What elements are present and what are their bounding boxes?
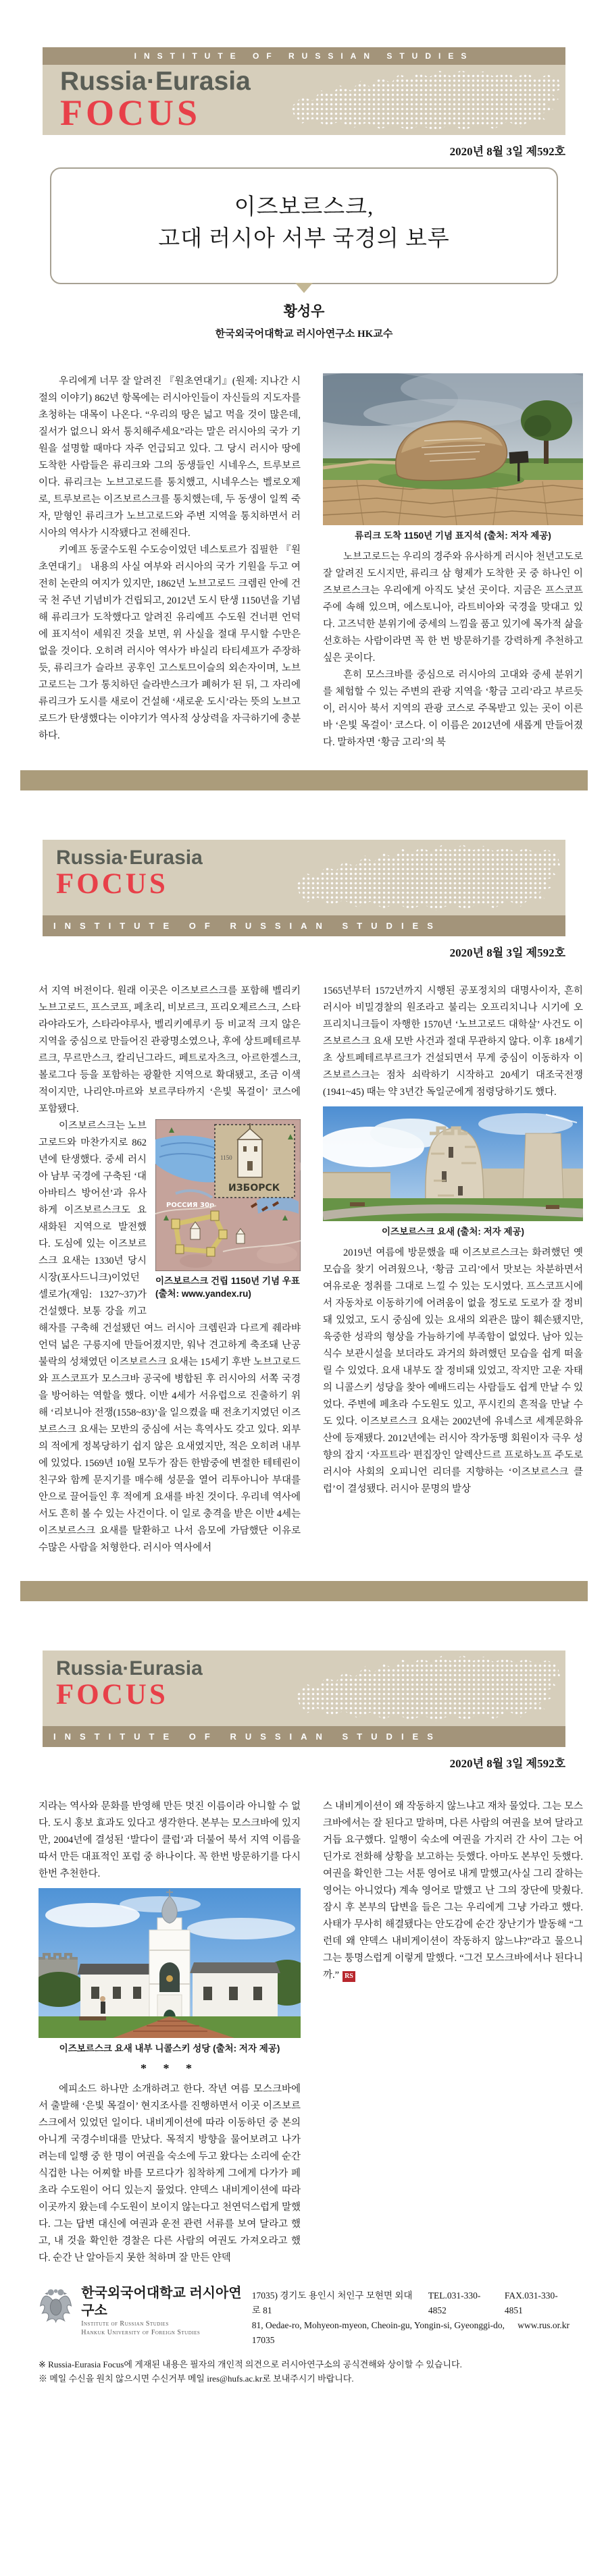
institute-name-bar: INSTITUTE OF RUSSIAN STUDIES	[43, 1726, 565, 1747]
nikolsky-church-photo	[39, 1888, 301, 2038]
page3-right-column	[323, 1798, 583, 2267]
institute-emblem-icon	[39, 2284, 73, 2326]
izborsk-fortress-photo	[323, 1106, 583, 1221]
paragraph-text: 스 내비게이션이 왜 작동하지 않느냐고 재차 물었다. 그는 모스크바에서는 잘 된다고 말하며, 다른 사람의 여권을 보여 달라고 거듭 요구했다. 일행이 숙소에 여권을 가지러 간 사이 그는 어딘가로 전화해 상황을 보고하는 듯했다. 아마도 본부인 듯했다. 여권을 확인한 그는 서툰 영어로 내게 말했고(사실 그리 잘하는 영어는 아니었다) 계속 영어로 말했고 난 그의 장단에 맞췄다. 잠시 후 본부의 답변을 들은 그는 우리에게 그냥 가라고 했다. 사태가 무사히 해결됐다는 안도감에 순간 장난기가 발동해 “그런데 왜 얀덱스 내비게이션이 작동하지 않느냐?”라고 물으니 그는 퉁명스럽게 이렇게 말했다. “그건 모스크바에서나 된다니까.”	[323, 1801, 583, 1981]
footer-institute-names	[81, 2284, 252, 2337]
footer-institute-en1: Institute of Russian Studies	[81, 2320, 169, 2328]
paragraph: 지라는 역사와 문화를 반영해 만든 멋진 이름이라 아니할 수 없다. 도시 홍보 효과도 있다고 생각한다. 본부는 모스크바에 있지만, 2004년에 결성된 ‘발다이 클럽’과 더불어 북서 지역 이름을 따서 만든 대표적인 포럼 중 하나이다. 꼭 한번 방문하기를 다시 한번 추천한다.	[39, 1801, 301, 1879]
article-end-mark: RS	[343, 1971, 355, 1982]
article-title-line2: 고대 러시아 서부 국경의 보루	[158, 227, 450, 251]
masthead-banner	[43, 65, 565, 135]
logo-focus: FOCUS	[56, 1679, 168, 1711]
page3-left-column	[39, 1798, 301, 2267]
footnote-disclaimer: ※ Russia-Eurasia Focus에 게재된 내용은 필자의 개인적 의견으로 러시아연구소의 공식견해와 상이할 수 있습니다.	[39, 2359, 462, 2369]
issue-date: 2020년 8월 3일 제592호	[449, 145, 565, 158]
page2-body	[39, 983, 583, 1557]
paragraph: 노브고로드는 우리의 경주와 유사하게 러시아 천년고도로 잘 알려진 도시지만, 류리크 삼 형제가 도착한 곳 중 하나인 이즈보르스크는 우리에게 아직도 낯선 곳이다. 지금은 프스코프주에 속해 있으며, 에스토니아, 라트비아와 국경을 맞대고 있다. 고즈넉한 분위기에 중세의 느낌을 품고 있기에 목가적 삶을 선호하는 사람이라면 꼭 한 번 방문하기를 강력하게 추천하고 싶은 곳이다.	[323, 552, 583, 664]
logo-russia-eurasia: Russia·Eurasia	[60, 67, 251, 96]
footer-website: www.rus.or.kr	[517, 2320, 569, 2330]
footer-institute-kr: 한국외국어대학교 러시아연구소	[81, 2286, 242, 2318]
page2-bottom-bar	[20, 1581, 588, 1601]
footnote-unsubscribe: ※ 메일 수신을 원치 않으시면 수신거부 메일 ires@hufs.ac.kr로 보내주시기 바랍니다.	[39, 2373, 354, 2384]
logo-focus: FOCUS	[60, 92, 201, 133]
paragraph: 키예프 동굴수도원 수도승이었던 네스토르가 집필한 『원초연대기』 내용의 사실 여부와 러시아의 국가 기원을 두고 여전히 논란의 여지가 있지만, 1862년 노브고로드 크렘린 안에 건국 천 주년 기념비가 건립되고, 2012년 도시 탄생 1150년을 기념해 류리크가 도착했다고 알려진 유리예프 수도원 건너편 언덕에 표지석이 세워진 것을 보면, 위 사실을 절대 무시할 수만은 없을 것이다. 오히려 러시아 역사가 바실리 타티셰프가 주장하듯, 류리크가 슬라브 공후인 고스토므이슬의 외손자이며, 노브고로드는 그가 통치하던 슬라뱐스크가 폐허가 된 뒤, 그 자리에 류리크가 도시를 새로이 건설해 ‘새로운 도시’라는 뜻의 노브고로드가 탄생했다는 이야기가 역사적 상상력을 자극하기에 충분하다.	[39, 545, 301, 741]
footer-address	[252, 2284, 569, 2348]
stamp-title-label: ИЗБОРСК	[228, 1183, 280, 1193]
paragraph: 2019년 여름에 방문했을 때 이즈보르스크는 화려했던 옛 모습을 찾기 어려웠으나, ‘황금 고리’에서 맛보는 차분하면서 여유로운 정취를 그대로 느낄 수 있는 도시였다. 프스코프시에서 자동차로 이동하기에 어려움이 없을 정도로 도로가 잘 정비돼 있었고, 도시 중심에 있는 요새의 외관은 많이 훼손됐지만, 육중한 성곽의 형상을 가늠하기에 부족함이 없었다. 남아 있는 식수 보관시설을 보더라도 과거의 화려했던 모습을 쉽게 떠올릴 수 있었다. 요새 내부도 잘 정비돼 있었고, 작지만 고운 자태의 니콜스키 성당을 찾아 예배드리는 사람들도 쉽게 만날 수 있었다. 주변에 페초라 수도원도 있고, 푸시킨의 흔적을 만날 수도 있다. 이즈보르스크 요새는 2002년에 유네스코 세계문화유산에 등재됐다. 2012년에는 러시아 작가동맹 회원이자 극우 성향의 잡지 ‘자프트라’ 편집장인 알렉산드르 프로하노프 주도로 러시아 사회의 오피니언 리더를 지향하는 ‘이즈보르스크 클럽’이 결성됐다. 러시아 문명의 발상	[323, 1247, 583, 1495]
stamp-year-label: 1150	[220, 1154, 232, 1161]
logo-focus: FOCUS	[56, 868, 168, 900]
author-affiliation: 한국외국어대학교 러시아연구소 HK교수	[215, 329, 393, 340]
newsletter-logo	[60, 67, 251, 133]
issue-date: 2020년 8월 3일 제592호	[449, 946, 565, 959]
paragraph: 에피소드 하나만 소개하려고 한다. 작년 여름 모스크바에서 출발해 ‘은빛 목걸이’ 현지조사를 진행하면서 이곳 이즈보르스크에서 있었던 일이다. 내비게이션에 따라 이동하던 중 본의 아니게 국경수비대를 만났다. 목적지 방향을 물어보려고 나가려는데 일행 중 한 명이 여권을 숙소에 두고 왔다는 소리에 순간 식겁한 나는 어찌할 바를 모르다가 침착하게 그에게 다가가 페초라 수도원이 어디 있는지 물었다. 얀덱스 내비게이션에 따라 이곳까지 왔는데 수도원이 보이지 않는다고 천연덕스럽게 말했다. 그는 답변 대신에 여권과 운전 관련 서류를 보여 달라고 했고, 내 것을 확인한 경찰은 다른 사람의 여권도 가져오라고 했다. 순간 난 알아듣지 못한 척하며 잘 만든 얀덱	[39, 2084, 301, 2263]
footer-address-kr: 17035) 경기도 용인시 처인구 모현면 외대로 81	[251, 2290, 413, 2315]
institute-name-bar: INSTITUTE OF RUSSIAN STUDIES	[43, 47, 565, 65]
rurik-stone-caption: 류리크 도착 1150년 기념 표지석 (출처: 저자 제공)	[355, 531, 551, 541]
footer-tel: TEL.031-330-4852	[428, 2290, 481, 2315]
stamp-figure	[155, 1119, 301, 1300]
page2-left-column	[39, 983, 301, 1557]
section-separator: * * *	[141, 2062, 199, 2075]
masthead-page1	[43, 47, 565, 135]
paragraph: 1565년부터 1572년까지 시행된 공포정치의 대명사이자, 흔히 러시아 비밀경찰의 원조라고 불리는 오프리치니나 시기에 오프리치니크들이 자행한 1570년 ‘노브고로드 대학살’ 사건도 이즈보르스크 요새 모반 사건과 절대 무관하지 않다. 이후 18세기 초 상트페테르부르크가 건설되면서 무게 중심이 이동하자 이즈보르스크는 점차 쇠락하기 시작하고 20세기 대조국전쟁(1941~45) 때는 약 3년간 독일군에게 점령당하기도 했다.	[323, 986, 583, 1098]
logo-russia-eurasia: Russia·Eurasia	[56, 1657, 203, 1680]
stamp-caption: 이즈보르스크 건립 1150년 기념 우표 (출처: www.yandex.ru)	[155, 1276, 300, 1299]
footer-institute-en2: Hankuk University of Foreign Studies	[81, 2329, 201, 2336]
article-title-box	[50, 167, 558, 284]
paragraph: 서 지역 버전이다. 원래 이곳은 이즈보르스크를 포함해 벨리키노브고로드, 프스코프, 페초리, 비보르크, 프리오제르스크, 스타라야라도가, 스타라야루사, 벨리키예루키 등 비교적 크지 않은 지역을 중심으로 만들어진 관광명소였으나, 후에 상트페테르부르크, 무르만스크, 칼리닌그라드, 페트로자츠크, 아르한겔스크, 볼로그다 등을 포함하는 광활한 지역으로 확대됐고, 조금 이색적이지만, 나리얀-마르와 보르쿠타까지 ‘은빛 목걸이’ 코스에 포함됐다.	[39, 986, 301, 1115]
issue-date: 2020년 8월 3일 제592호	[449, 1757, 565, 1770]
newsletter-logo	[56, 847, 203, 899]
stamp-country-label: РОССИЯ 30р	[166, 1202, 215, 1209]
fortress-caption: 이즈보르스크 요새 (출처: 저자 제공)	[381, 1227, 525, 1237]
rurik-stone-photo	[323, 373, 583, 525]
institute-name-bar: INSTITUTE OF RUSSIAN STUDIES	[43, 915, 565, 936]
footer	[39, 2284, 569, 2348]
izborsk-stamp-image	[155, 1119, 301, 1271]
author-name: 황성우	[283, 303, 325, 319]
footer-address-en: 81, Oedae-ro, Mohyeon-myeon, Cheoin-gu, Yongin-si, Gyeonggi-do, 17035	[251, 2320, 505, 2345]
page2-right-column	[323, 983, 583, 1557]
page1-left-column	[39, 373, 301, 751]
paragraph: 이즈보르스크는 노브고로드와 마찬가지로 862년에 탄생했다. 중세 러시아 남부 국경에 구축된 ‘대아바티스 방어선’과 유사하게 이즈보르스크도 요새화된 지역으로 발전했다. 도심에 있는 이즈보르스크 요새는 1330년 당시 시장(포사드니크)이었던 셀로가(재임: 1327~37)가 건설했다. 보통 강을 끼고 해자를 구축해 건설됐던 여느 러시아 크렘린과 다르게 줴라뱌 언덕 넓은 구릉지에 만들어졌지만, 워낙 견고하게 축조돼 난공불락의 성채였던 이즈보르스크 요새는 15세기 후반 노브고로드와 프스코프가 모스크바 공국에 병합된 후 러시아의 서쪽 국경을 방어하는 역할을 했다. 이반 4세가 서유럽으로 진출하기 위해 ‘리보니아 전쟁(1558~83)’을 일으켰을 때 전초기지였던 이즈보르스크 요새는 모반의 중심에 서는 흑역사도 갖고 있다. 외부의 적에게 정복당하기 쉽지 않은 요새였지만, 적은 오히려 내부에 있었다. 1569년 10월 모두가 잠든 한밤중에 변절한 테테린이 친구와 함께 문지기를 매수해 성문을 열어 리투아니아 부대를 안으로 끌어들인 후 적에게 요새를 바친 것이다. 우리네 역사에서도 흔히 볼 수 있는 사건이다. 이 일로 충격을 받은 이반 4세는 이즈보르스크 요새를 탈환하고 나서 음모에 가담했단 이유로 수많은 사람을 처형한다. 러시아 역사에서	[39, 1121, 301, 1553]
article-title-line1: 이즈보르스크,	[234, 195, 374, 219]
footer-fax: FAX.031-330-4851	[504, 2290, 558, 2315]
title-pointer-icon	[295, 283, 313, 293]
masthead-page2	[43, 840, 565, 936]
church-caption: 이즈보르스크 요새 내부 니콜스키 성당 (출처: 저자 제공)	[59, 2043, 280, 2054]
footer-notes	[39, 2357, 569, 2386]
dotted-russia-map-icon	[297, 1654, 560, 1723]
dotted-russia-map-icon	[297, 843, 560, 912]
logo-russia-eurasia: Russia·Eurasia	[56, 847, 203, 869]
masthead-banner	[43, 1651, 565, 1726]
paragraph: 우리에게 너무 잘 알려진 『원초연대기』(원제: 지나간 시절의 이야기) 862년 항목에는 러시아인들이 자신들의 지도자를 초청하는 대목이 나온다. “우리의 땅은 넓고 먹을 것이 많은데, 질서가 없으니 와서 통치해주세요”라는 말은 러시아의 국가 기원을 설명할 때마다 자주 언급되고 있다. 그 당시 러시아 땅에 도착한 사람들은 류리크와 그의 동생들인 시네우스, 트루보르이다. 류리크는 노브고로드를 통치했고, 시네우스는 벨로오제로, 트루보르는 이즈보르스크를 통치했는데, 두 동생이 일찍 죽자, 맏형인 류리크가 노브고로드와 주변 지역을 통치하면서 러시아의 역사가 시작됐다고 전해진다.	[39, 376, 301, 539]
dotted-russia-map-icon	[291, 69, 561, 132]
paragraph	[323, 1798, 583, 1984]
page3-body	[39, 1798, 583, 2267]
page1-bottom-bar	[20, 770, 588, 790]
paragraph: 흔히 모스크바를 중심으로 러시아의 고대와 중세 분위기를 체험할 수 있는 주변의 관광 지역을 ‘황금 고리’라고 부르듯이, 러시아 북서 지역의 관광 코스로 주목받고 있는 곳이 이른바 ‘은빛 목걸이’ 코스다. 이 이름은 2012년에 새롭게 만들어졌다. 말하자면 ‘황금 고리’의 북	[323, 670, 583, 748]
page1-body	[39, 373, 583, 751]
masthead-page3	[43, 1651, 565, 1747]
masthead-banner	[43, 840, 565, 915]
page1-right-column	[323, 373, 583, 751]
newsletter-logo	[56, 1657, 203, 1710]
